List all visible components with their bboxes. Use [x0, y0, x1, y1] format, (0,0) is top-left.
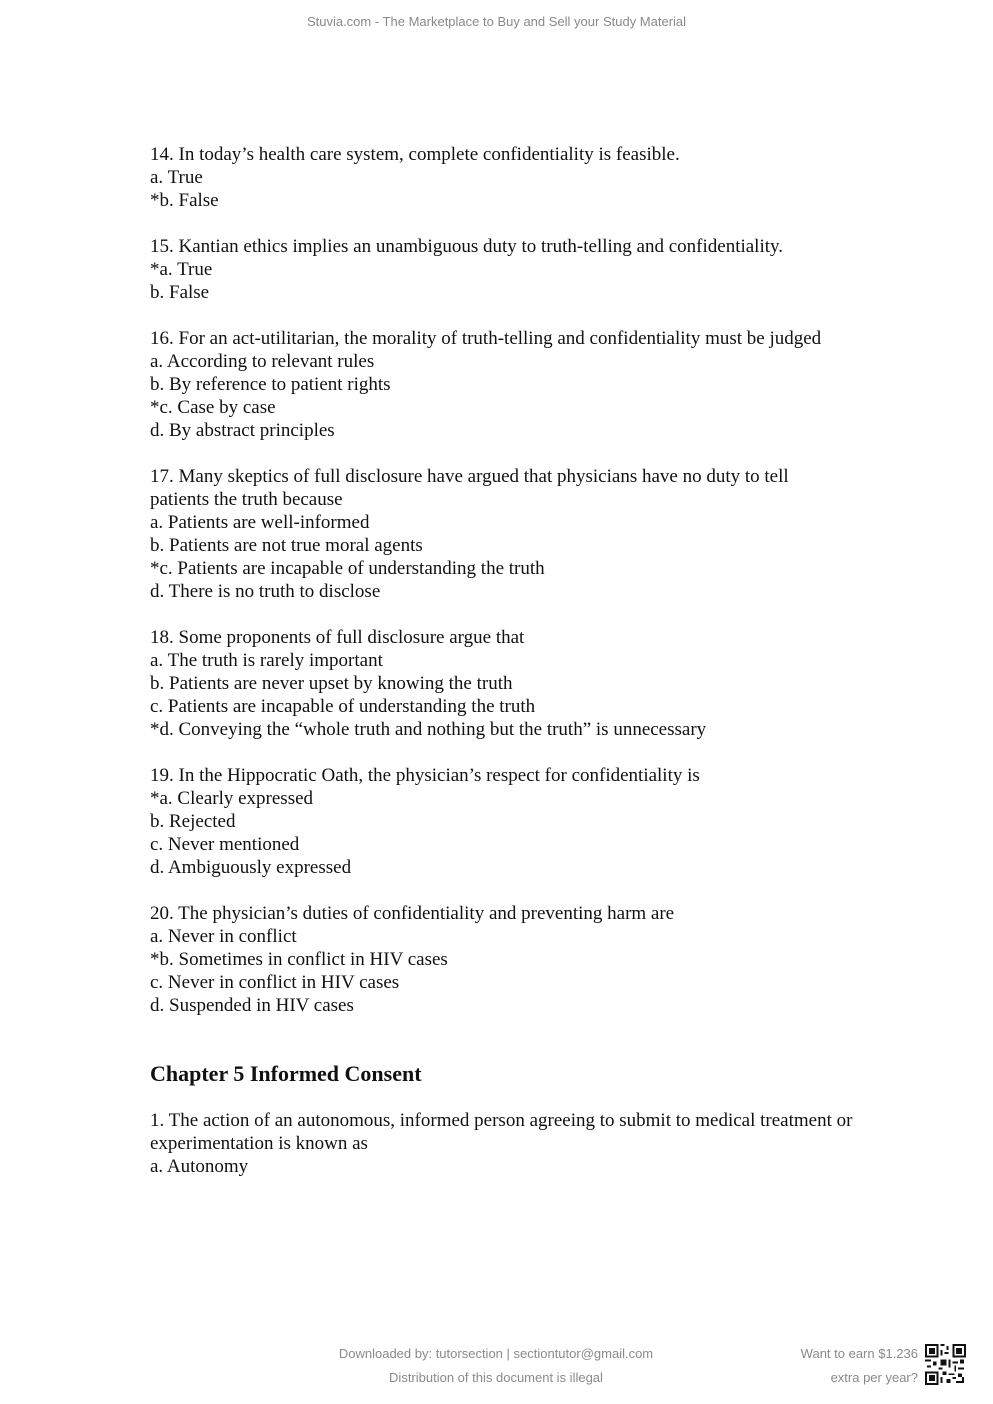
answer-option: *c. Case by case: [150, 397, 276, 418]
answer-option: c. Patients are incapable of understanding the truth: [150, 696, 536, 717]
answer-option: a. Autonomy: [150, 1156, 249, 1177]
question-text: 16. For an act-utilitarian, the morality of truth-telling and confidentiality must be judged: [150, 328, 822, 349]
answer-option: b. Patients are not true moral agents: [150, 535, 423, 556]
answer-option: a. The truth is rarely important: [150, 650, 383, 671]
answer-option: a. According to relevant rules: [150, 351, 375, 372]
answer-option: a. True: [150, 167, 203, 188]
question-15: [150, 235, 880, 304]
answer-option: *c. Patients are incapable of understanding the truth: [150, 558, 545, 579]
earn-promo-line1: Want to earn $1.236: [800, 1346, 918, 1361]
answer-option: d. There is no truth to disclose: [150, 581, 381, 602]
answer-option: c. Never in conflict in HIV cases: [150, 972, 400, 993]
answer-option: *a. Clearly expressed: [150, 788, 314, 809]
answer-option: c. Never mentioned: [150, 834, 300, 855]
question-19: [150, 764, 880, 879]
distribution-notice: Distribution of this document is illegal: [389, 1370, 603, 1385]
question-17: [150, 465, 880, 603]
answer-option: *d. Conveying the “whole truth and nothing but the truth” is unnecessary: [150, 719, 707, 740]
footer-download-info: [300, 1346, 692, 1394]
answer-option: b. Rejected: [150, 811, 236, 832]
question-text: 15. Kantian ethics implies an unambiguous duty to truth-telling and confidentiality.: [150, 236, 784, 257]
answer-option: d. Ambiguously expressed: [150, 857, 352, 878]
question-14: [150, 143, 880, 212]
question-text: 19. In the Hippocratic Oath, the physician’s respect for confidentiality is: [150, 765, 700, 786]
answer-option: *b. Sometimes in conflict in HIV cases: [150, 949, 448, 970]
answer-option: b. False: [150, 282, 210, 303]
question-16: [150, 327, 880, 442]
question-text: 18. Some proponents of full disclosure argue that: [150, 627, 525, 648]
chapter-heading: Chapter 5 Informed Consent: [150, 1061, 422, 1086]
question-18: [150, 626, 880, 741]
chapter5-question-1: [150, 1109, 880, 1178]
downloaded-by-text: Downloaded by: tutorsection | sectiontutor@gmail.com: [338, 1346, 654, 1361]
earn-promo[interactable]: [760, 1346, 918, 1394]
question-text: 1. The action of an autonomous, informed person agreeing to submit to medical treatment or experimentation is known as: [150, 1110, 853, 1154]
qr-code-icon[interactable]: [925, 1344, 966, 1385]
question-text: 20. The physician’s duties of confidentiality and preventing harm are: [150, 903, 675, 924]
question-text: 14. In today’s health care system, complete confidentiality is feasible.: [150, 144, 680, 165]
answer-option: *a. True: [150, 259, 213, 280]
answer-option: b. Patients are never upset by knowing the truth: [150, 673, 513, 694]
header-banner: Stuvia.com - The Marketplace to Buy and Sell your Study Material: [306, 14, 687, 29]
answer-option: *b. False: [150, 190, 219, 211]
document-body: [150, 143, 880, 1201]
answer-option: b. By reference to patient rights: [150, 374, 391, 395]
answer-option: d. By abstract principles: [150, 420, 335, 441]
earn-promo-line2: extra per year?: [830, 1370, 918, 1385]
question-text: 17. Many skeptics of full disclosure have argued that physicians have no duty to tell patients the truth because: [150, 466, 789, 510]
answer-option: a. Never in conflict: [150, 926, 297, 947]
question-20: [150, 902, 880, 1017]
answer-option: a. Patients are well-informed: [150, 512, 370, 533]
answer-option: d. Suspended in HIV cases: [150, 995, 354, 1016]
